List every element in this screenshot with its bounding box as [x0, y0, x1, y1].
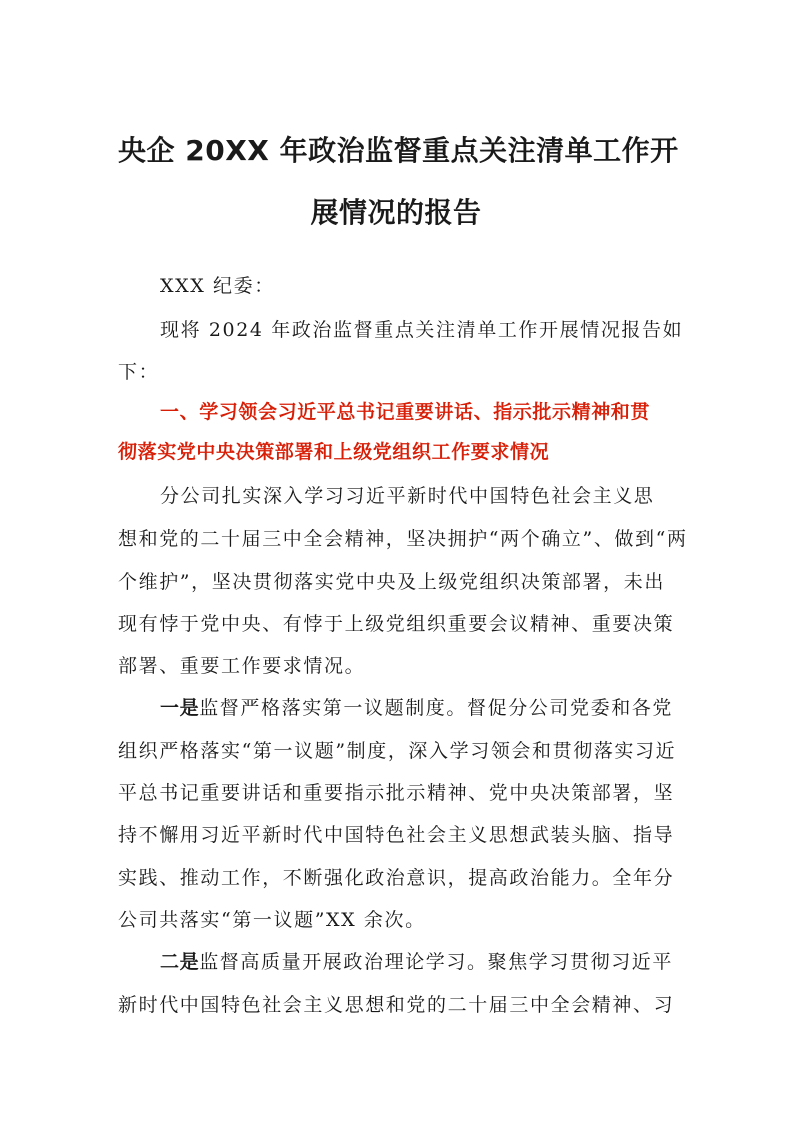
- item1-line-1: [160, 696, 673, 720]
- item2-line-1: [160, 950, 673, 974]
- item2-first-line-text: 监督高质量开展政治理论学习。聚焦学习贯彻习近平: [199, 951, 674, 973]
- item2-lead: 二是: [160, 951, 200, 973]
- item1-line-3: 平总书记重要讲话和重要指示批示精神、党中央决策部署，坚: [118, 782, 675, 804]
- item1-first-line-text: 监督严格落实第一议题制度。督促分公司党委和各党: [199, 697, 674, 719]
- item2-line-2: 新时代中国特色社会主义思想和党的二十届三中全会精神、习: [118, 994, 675, 1016]
- section1-heading-line-1: 一、学习领会习近平总书记重要讲话、指示批示精神和贯: [160, 401, 651, 423]
- salutation: XXX 纪委：: [160, 275, 275, 297]
- item1-line-6: 公司共落实“第一议题”XX 余次。: [118, 909, 426, 931]
- paragraph1-line-2: 想和党的二十届三中全会精神，坚决拥护“两个确立”、做到“两: [118, 528, 688, 550]
- intro-line-1: 现将 2024 年政治监督重点关注清单工作开展情况报告如: [160, 319, 684, 341]
- paragraph1-line-3: 个维护”，坚决贯彻落实党中央及上级党组织决策部署，未出: [118, 571, 665, 593]
- title-line-2: 展情况的报告: [310, 196, 482, 229]
- item1-line-2: 组织严格落实“第一议题”制度，深入学习领会和贯彻落实习近: [118, 740, 677, 762]
- paragraph1-line-1: 分公司扎实深入学习习近平新时代中国特色社会主义思: [160, 485, 655, 507]
- document-title: [118, 120, 679, 244]
- item1-lead: 一是: [160, 697, 200, 719]
- item1-line-5: 实践、推动工作，不断强化政治意识，提高政治能力。全年分: [118, 867, 675, 889]
- section1-heading-line-2: 彻落实党中央决策部署和上级党组织工作要求情况: [118, 441, 550, 463]
- paragraph1-line-5: 部署、重要工作要求情况。: [118, 655, 366, 677]
- paragraph1-line-4: 现有悖于党中央、有悖于上级党组织重要会议精神、重要决策: [118, 613, 675, 635]
- title-line-1: 央企 20XX 年政治监督重点关注清单工作开: [118, 134, 679, 167]
- item1-line-4: 持不懈用习近平新时代中国特色社会主义思想武装头脑、指导: [118, 824, 675, 846]
- intro-line-2: 下：: [118, 361, 160, 383]
